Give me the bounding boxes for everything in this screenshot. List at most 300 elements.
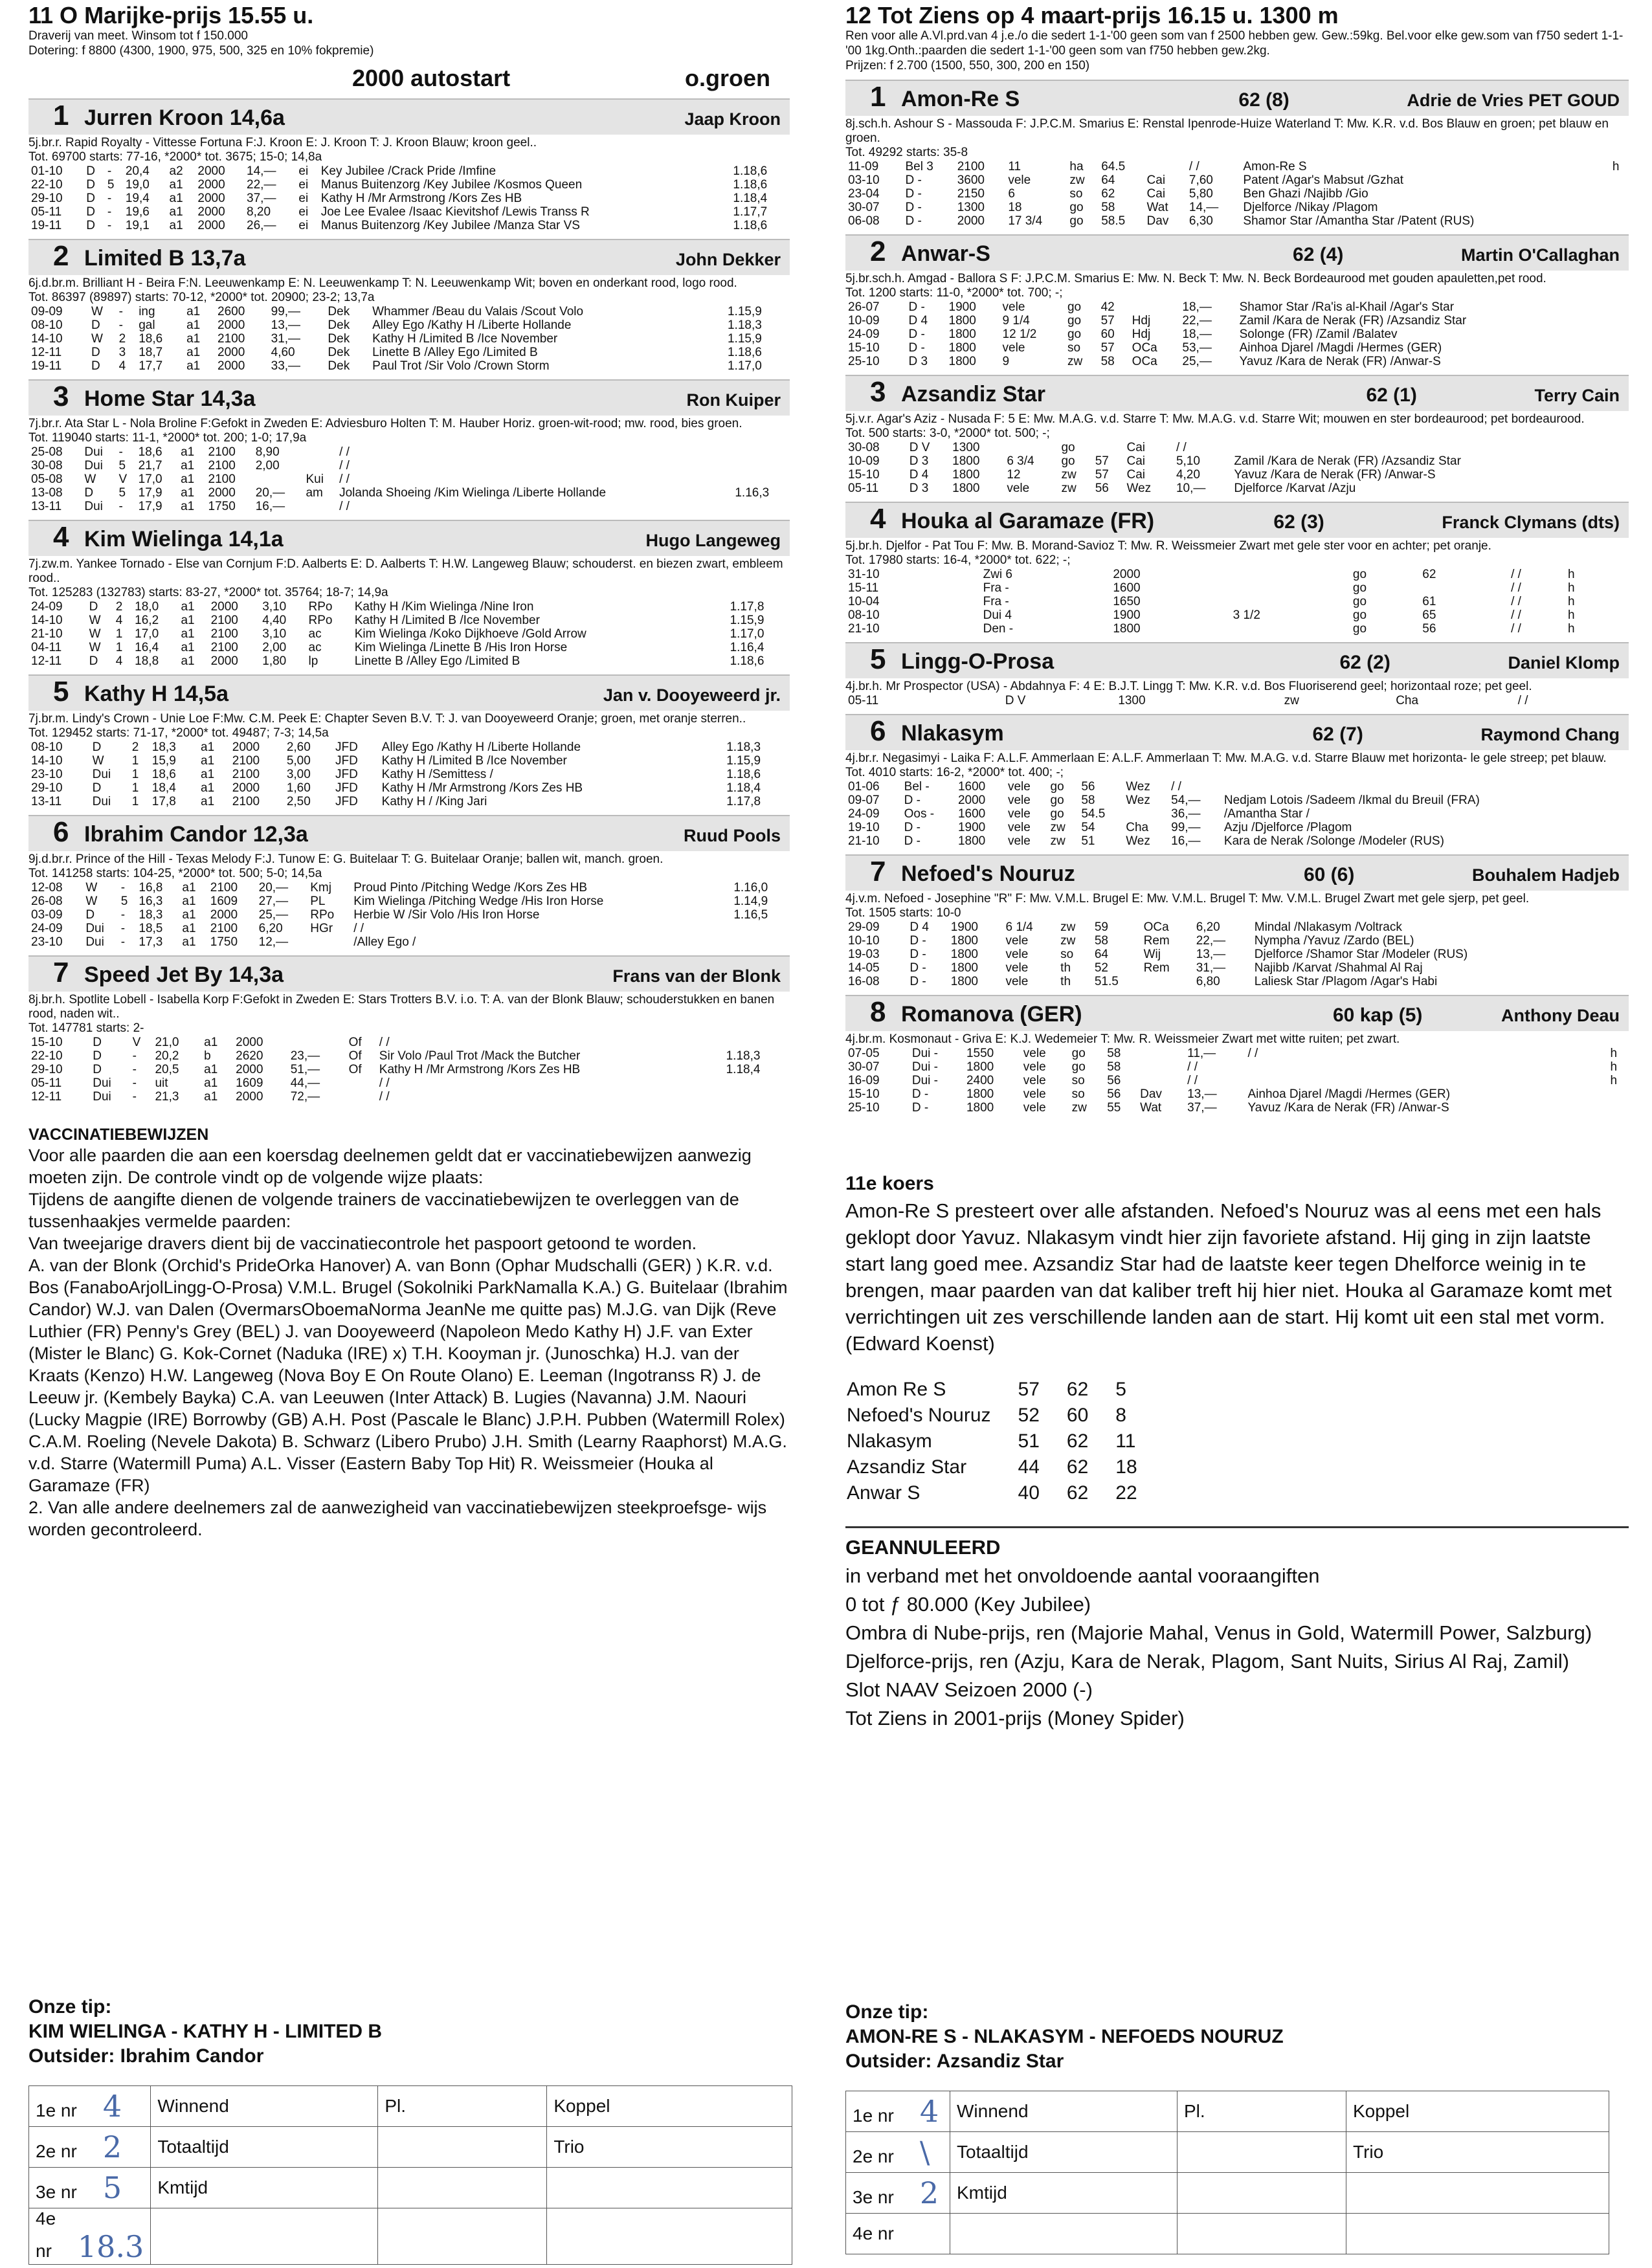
form-cell xyxy=(1609,595,1629,608)
form-cell: W xyxy=(89,627,101,641)
form-cell xyxy=(1620,934,1629,948)
form-cell: 22-10 xyxy=(31,178,63,192)
form-cell: Wat xyxy=(1146,201,1168,214)
form-cell: Yavuz /Kara de Nerak (FR) /Anwar-S xyxy=(1239,355,1441,368)
vaccination-heading: VACCINATIEBEWIJZEN xyxy=(28,1126,209,1144)
form-cell: / / xyxy=(1187,1060,1198,1074)
form-cell xyxy=(253,472,304,486)
form-cell: gal xyxy=(139,318,155,332)
cancelled-heading: GEANNULEERD xyxy=(845,1536,1001,1559)
form-cell xyxy=(732,459,790,472)
form-cell: 56 xyxy=(1081,780,1095,794)
form-cell: / / xyxy=(1187,1074,1198,1087)
form-cell: /Alley Ego / xyxy=(353,935,416,949)
race-11-horse-header xyxy=(28,815,790,851)
form-cell: 03-09 xyxy=(31,908,63,922)
form-cell: D - xyxy=(905,187,922,201)
form-cell: 31,— xyxy=(1196,961,1226,975)
form-cell: 1.16,0 xyxy=(733,881,768,895)
form-cell: D - xyxy=(904,834,921,848)
form-cell xyxy=(1137,1047,1185,1060)
horse-number: 8 xyxy=(870,996,886,1028)
race-12-prizes: Prijzen: f 2.700 (1500, 550, 300, 200 en 150) xyxy=(845,59,1090,72)
horse-form-table xyxy=(28,1036,790,1104)
form-cell: a1 xyxy=(182,935,196,949)
analysis-text: Amon-Re S presteert over alle afstanden. Nefoed's Nouruz was al eens met een hals geklopt door Yavuz. Nlakasym vindt hier zijn favoriete afstand. Hij ging in zijn laatste start lang goed mee. Azsandiz Star had de laatste keer tegen Dhelforce weinig in te brengen, maar paarden van dat kaliber treft hij hier niet. Houka al Garamaze komt met verrichtingen uit zes verschillende landen aan de start. Hij komt uit een stal met vorm. (Edward Koenst) xyxy=(845,1199,1612,1355)
form-cell: 18,0 xyxy=(135,600,159,614)
form-cell xyxy=(1370,694,1393,707)
form-cell: 22-10 xyxy=(31,1049,63,1063)
form-cell: 18,4 xyxy=(151,781,176,795)
form-cell: go xyxy=(1352,568,1367,581)
race-11-horse-entry xyxy=(28,674,790,808)
horse-name: Home Star 14,3a xyxy=(84,386,256,411)
form-cell: go xyxy=(1067,328,1082,341)
horse-number: 3 xyxy=(53,381,69,412)
form-cell: Hdj xyxy=(1132,328,1151,341)
form-cell: 2,00 xyxy=(255,459,280,472)
form-cell: 61 xyxy=(1422,595,1436,608)
form-cell: OCa xyxy=(1132,355,1157,368)
tip-right-block xyxy=(845,2000,1622,2254)
form-cell: 6,80 xyxy=(1196,975,1220,988)
form-cell: 4,60 xyxy=(271,346,295,359)
form-cell: 15-10 xyxy=(31,1036,63,1049)
horse-pedigree: 5j.br.sch.h. Amgad - Ballora S F: J.P.C.M. Smarius E: Mw. N. Beck T: Mw. N. Beck Bordeaurood met gouden apauletten,pet rood. xyxy=(845,272,1546,285)
form-cell xyxy=(1609,568,1629,581)
horse-driver: Daniel Klomp xyxy=(1508,653,1620,673)
form-row xyxy=(845,314,1629,328)
form-cell: 2100 xyxy=(232,768,260,781)
form-cell: 15-10 xyxy=(848,1087,880,1101)
horse-form-table xyxy=(845,441,1629,495)
race-11-horse-entry xyxy=(28,239,790,373)
form-cell: Dek xyxy=(328,332,350,346)
horse-form-table xyxy=(845,300,1629,368)
form-cell: / / xyxy=(1511,581,1521,595)
form-row xyxy=(845,834,1629,848)
form-cell: 9 1/4 xyxy=(1002,314,1030,328)
form-cell: Rem xyxy=(1143,934,1170,948)
right-form-row xyxy=(846,2091,1609,2132)
form-cell: - xyxy=(107,219,112,232)
form-cell: 2100 xyxy=(208,472,236,486)
form-cell: Dui - xyxy=(911,1074,939,1087)
form-cell: 19-11 xyxy=(31,359,62,373)
form-cell: HGr xyxy=(310,922,333,935)
position-label: 4e nr xyxy=(853,2223,894,2243)
form-cell: 17,9 xyxy=(138,486,162,500)
form-cell: 58 xyxy=(1094,934,1108,948)
form-cell: go xyxy=(1061,454,1075,468)
form-cell: 1,80 xyxy=(262,654,287,668)
form-cell: V xyxy=(118,472,128,486)
form-cell: 14,— xyxy=(1189,201,1219,214)
form-cell: Kathy H /Limited B /Ice November xyxy=(381,754,567,768)
form-cell: 2100 xyxy=(208,459,236,472)
race-12-horse-header xyxy=(845,714,1629,750)
form-cell: / / xyxy=(1176,441,1187,454)
form-cell: D - xyxy=(905,201,922,214)
form-cell xyxy=(1620,468,1629,482)
form-cell: D - xyxy=(910,948,926,961)
rating-cell: Azsandiz Star xyxy=(847,1456,967,1478)
form-cell: 12-11 xyxy=(31,346,62,359)
form-cell: Linette B /Alley Ego /Limited B xyxy=(354,654,520,668)
form-cell xyxy=(1245,1074,1607,1087)
handwritten-pick: 4 xyxy=(102,2089,122,2124)
form-cell: Kim Wielinga /Pitching Wedge /His Iron Horse xyxy=(353,895,604,908)
form-cell xyxy=(1231,622,1350,636)
race-11-horse-list xyxy=(28,98,790,1104)
form-cell: 05-11 xyxy=(848,694,879,707)
form-row xyxy=(845,355,1629,368)
form-position-label xyxy=(846,2173,950,2214)
form-position-label xyxy=(29,2127,151,2168)
form-cell: - xyxy=(120,935,126,949)
form-row xyxy=(28,600,790,614)
form-bet-type: Trio xyxy=(547,2127,792,2168)
form-cell: a1 xyxy=(181,600,195,614)
vaccination-trainers-note: Tijdens de aangifte dienen de volgende trainers de vaccinatiebewijzen te overleggen van de tussenhaakjes vermelde paarden: xyxy=(28,1190,739,1231)
form-cell xyxy=(1231,595,1350,608)
cancelled-item: Djelforce-prijs, ren (Azju, Kara de Nerak, Plagom, Sant Nuits, Sirius Al Raj, Zamil) xyxy=(845,1650,1570,1673)
form-cell: vele xyxy=(1007,780,1031,794)
form-row xyxy=(28,459,790,472)
form-cell: 25-08 xyxy=(31,445,63,459)
form-cell: 99,— xyxy=(271,305,301,318)
form-cell xyxy=(1609,622,1629,636)
form-cell: Sir Volo /Paul Trot /Mack the Butcher xyxy=(379,1049,581,1063)
form-cell: 1.15,9 xyxy=(726,754,761,768)
horse-number: 2 xyxy=(53,240,69,272)
form-cell: 1609 xyxy=(210,895,238,908)
form-cell xyxy=(1620,300,1629,314)
position-label: 1e nr xyxy=(36,2100,77,2120)
form-cell: Ainhoa Djarel /Magdi /Hermes (GER) xyxy=(1247,1087,1451,1101)
form-cell: 23-04 xyxy=(848,187,880,201)
form-cell: 21,3 xyxy=(155,1090,179,1104)
form-cell: - xyxy=(132,1076,137,1090)
form-cell: vele xyxy=(1023,1087,1046,1101)
form-bet-type xyxy=(1178,2132,1346,2173)
form-row xyxy=(845,821,1629,834)
form-bet-type xyxy=(1346,2173,1609,2214)
form-cell: 17,9 xyxy=(138,500,162,513)
race-11-horse-entry xyxy=(28,379,790,513)
form-cell: 08-10 xyxy=(31,740,63,754)
form-cell: Dui - xyxy=(911,1047,939,1060)
race-12-horse-entry xyxy=(845,80,1629,228)
form-row xyxy=(28,754,790,768)
form-cell: so xyxy=(1069,187,1083,201)
form-cell: D 3 xyxy=(909,482,929,495)
form-cell: h xyxy=(1610,1074,1618,1087)
form-cell: 1750 xyxy=(210,935,238,949)
form-cell: Paul Trot /Sir Volo /Crown Storm xyxy=(372,359,550,373)
form-cell xyxy=(1137,1074,1185,1087)
form-cell xyxy=(1222,780,1621,794)
horse-weight: 62 (8) xyxy=(1238,89,1289,111)
horse-pedigree: 8j.br.h. Spotlite Lobell - Isabella Korp F:Gefokt in Zweden E: Stars Trotters B.V. i.o. T: A. van der Blonk Blauw; schouderstukken en banen rood, naden wit.. xyxy=(28,993,775,1021)
form-cell: D - xyxy=(905,173,922,187)
form-cell: JFD xyxy=(335,754,358,768)
form-cell: 5,00 xyxy=(286,754,311,768)
form-cell: Alley Ego /Kathy H /Liberte Hollande xyxy=(381,740,581,754)
form-cell: 22,— xyxy=(247,178,276,192)
form-cell: 59 xyxy=(1094,920,1108,934)
form-cell: / / xyxy=(379,1090,390,1104)
rating-row xyxy=(847,1429,1163,1454)
form-cell xyxy=(1490,581,1508,595)
form-cell: go xyxy=(1050,807,1064,821)
form-cell: 14-10 xyxy=(31,614,63,627)
form-cell: 17,7 xyxy=(139,359,163,373)
form-cell: Dek xyxy=(328,305,350,318)
form-cell: JFD xyxy=(335,795,358,808)
form-cell: 01-06 xyxy=(848,780,880,794)
form-cell: zw xyxy=(1060,920,1076,934)
form-cell: D - xyxy=(908,328,925,341)
form-cell: 4,40 xyxy=(262,614,287,627)
form-cell: 1.18,6 xyxy=(733,219,768,232)
form-cell: 6 1/4 xyxy=(1005,920,1033,934)
form-cell: 2,50 xyxy=(286,795,311,808)
form-cell: 08-10 xyxy=(31,318,63,332)
form-cell: 12 xyxy=(1007,468,1021,482)
form-bet-type xyxy=(1178,2214,1346,2254)
form-cell: D xyxy=(91,359,100,373)
form-bet-type: Trio xyxy=(1346,2132,1609,2173)
form-cell: Fra - xyxy=(983,595,1009,608)
form-row xyxy=(28,781,790,795)
race-12-horse-header xyxy=(845,995,1629,1031)
form-cell: D xyxy=(89,600,98,614)
form-cell: 1.17,7 xyxy=(733,205,768,219)
form-cell: 6,20 xyxy=(258,922,283,935)
form-bet-type: Totaaltijd xyxy=(950,2132,1178,2173)
form-cell: D xyxy=(85,908,95,922)
ratings-table xyxy=(845,1376,1165,1507)
form-cell: Wez xyxy=(1126,482,1152,495)
form-cell: Yavuz /Kara de Nerak (FR) /Anwar-S xyxy=(1247,1101,1449,1115)
horse-driver: Ron Kuiper xyxy=(686,390,781,410)
form-cell xyxy=(307,935,351,949)
form-cell: 2000 xyxy=(197,219,225,232)
form-cell xyxy=(1231,441,1620,454)
tip-right-picks: AMON-RE S - NLAKASYM - NEFOEDS NOURUZ xyxy=(845,2026,1284,2047)
form-cell: 5 xyxy=(118,486,126,500)
race-12-horse-entry xyxy=(845,995,1629,1115)
form-cell xyxy=(1621,794,1629,807)
horse-number: 4 xyxy=(53,521,69,553)
form-cell: Ben Ghazi /Najibb /Gio xyxy=(1243,187,1368,201)
form-row xyxy=(845,595,1629,608)
form-cell: D xyxy=(89,654,98,668)
form-cell: 30-07 xyxy=(848,1060,880,1074)
form-cell: / / xyxy=(339,459,350,472)
form-cell: a1 xyxy=(182,922,196,935)
form-cell: a1 xyxy=(186,305,201,318)
form-cell xyxy=(724,1036,790,1049)
form-cell xyxy=(1490,595,1508,608)
form-cell xyxy=(1490,568,1508,581)
horse-pedigree: 9j.d.br.r. Prince of the Hill - Texas Melody F:J. Tunow E: G. Buitelaar T: G. Buitelaar Oranje; ballen wit, manch. groen. xyxy=(28,852,664,866)
form-cell: Herbie W /Sir Volo /His Iron Horse xyxy=(353,908,540,922)
form-cell: 2000 xyxy=(1113,568,1141,581)
form-cell: 2100 xyxy=(210,922,238,935)
form-cell: 1800 xyxy=(950,975,979,988)
horse-driver: Raymond Chang xyxy=(1480,725,1620,744)
form-cell: 58 xyxy=(1107,1060,1121,1074)
form-cell: 30-08 xyxy=(848,441,880,454)
form-cell xyxy=(1621,834,1629,848)
form-cell: 1.18,3 xyxy=(726,740,761,754)
form-cell: 1.16,4 xyxy=(730,641,765,654)
form-cell: a1 xyxy=(181,614,195,627)
form-cell: D xyxy=(86,192,95,205)
horse-name: Limited B 13,7a xyxy=(84,246,246,271)
form-cell: D - xyxy=(911,1087,929,1101)
form-cell: 05-11 xyxy=(31,205,62,219)
form-cell: ha xyxy=(1069,160,1084,173)
horse-form-table xyxy=(28,600,790,668)
horse-number: 3 xyxy=(870,376,886,408)
form-cell: 1600 xyxy=(957,780,986,794)
rating-row xyxy=(847,1377,1163,1402)
form-cell xyxy=(1620,314,1629,328)
form-cell: Proud Pinto /Pitching Wedge /Kors Zes HB xyxy=(353,881,588,895)
form-cell: Den - xyxy=(983,622,1014,636)
form-cell: W xyxy=(85,881,98,895)
form-cell: 23,— xyxy=(290,1049,320,1063)
form-bet-type xyxy=(151,2208,378,2265)
form-cell: 2600 xyxy=(218,305,245,318)
form-cell: Kmj xyxy=(310,881,331,895)
form-position-label xyxy=(846,2132,950,2173)
vaccination-text xyxy=(28,1144,790,1540)
form-cell: vele xyxy=(1007,807,1031,821)
form-cell: Of xyxy=(348,1063,362,1076)
form-cell: 1.17,0 xyxy=(730,627,765,641)
form-cell: zw xyxy=(1061,468,1077,482)
form-row xyxy=(845,694,1629,707)
form-cell xyxy=(732,500,790,513)
form-cell: 19,6 xyxy=(125,205,150,219)
form-cell: 52 xyxy=(1094,961,1108,975)
form-cell: 3 1/2 xyxy=(1233,608,1260,622)
horse-driver: Ruud Pools xyxy=(684,826,781,845)
form-cell: h xyxy=(1567,581,1575,595)
form-cell: Cha xyxy=(1126,821,1149,834)
form-cell: W xyxy=(91,305,103,318)
horse-number: 1 xyxy=(53,100,69,131)
form-cell: D xyxy=(93,1036,102,1049)
form-cell: D xyxy=(86,219,95,232)
horse-form-table xyxy=(845,568,1629,636)
horse-driver: Adrie de Vries PET GOUD xyxy=(1407,91,1620,110)
form-cell: 30-08 xyxy=(31,459,63,472)
form-cell xyxy=(731,922,790,935)
rating-cell: 51 xyxy=(1018,1430,1040,1452)
handwritten-pick: 2 xyxy=(102,2129,122,2164)
form-position-label xyxy=(29,2086,151,2127)
form-cell: 29-10 xyxy=(31,192,63,205)
form-cell: Dek xyxy=(328,318,350,332)
form-cell: 1.15,9 xyxy=(730,614,765,627)
horse-pedigree: 5j.br.r. Rapid Royalty - Vittesse Fortuna F:J. Kroon E: J. Kroon T: J. Kroon Blauw; kroon geel.. xyxy=(28,136,537,150)
form-cell: 1 xyxy=(131,795,139,808)
form-cell: Cai xyxy=(1146,187,1166,201)
form-cell: D xyxy=(92,740,102,754)
horse-number: 7 xyxy=(870,856,886,887)
form-cell: 19,1 xyxy=(125,219,150,232)
form-cell: Zwi 6 xyxy=(983,568,1013,581)
form-cell: 3600 xyxy=(957,173,985,187)
rating-cell: 22 xyxy=(1115,1482,1137,1504)
form-row xyxy=(28,178,790,192)
position-label: 2e nr xyxy=(36,2141,77,2161)
race-12-conditions: Ren voor alle A.Vl.prd.van 4 j.e./o die sedert 1-1-'00 geen som van f 2500 hebben gew. Gew.:59kg. Bel.voor elke gew.som van f750 sedert 1-1-'00 1kg.Onth.:paarden die sedert 1-1-'00 geen som van f750 hebben gew.2kg. xyxy=(845,29,1624,58)
position-label: 3e nr xyxy=(853,2187,894,2207)
form-cell: a1 xyxy=(186,318,201,332)
form-cell: 21-10 xyxy=(848,834,880,848)
form-cell: 2100 xyxy=(218,332,245,346)
form-cell: Of xyxy=(348,1049,362,1063)
tip-left-picks: KIM WIELINGA - KATHY H - LIMITED B xyxy=(28,2021,383,2042)
form-cell: 20,5 xyxy=(155,1063,179,1076)
form-cell: 27,— xyxy=(258,895,289,908)
form-bet-type: Totaaltijd xyxy=(151,2127,378,2168)
horse-number: 6 xyxy=(870,715,886,747)
form-cell: zw xyxy=(1050,821,1066,834)
horse-career-total: Tot. 141258 starts: 104-25, *2000* tot. 500; 5-0; 14,5a xyxy=(28,867,322,880)
form-cell: Wij xyxy=(1143,948,1161,961)
rating-cell: 44 xyxy=(1018,1456,1040,1478)
rating-cell: 62 xyxy=(1066,1456,1089,1478)
vaccination-intro: Voor alle paarden die aan een koersdag deelnemen geldt dat er vaccinatiebewijzen aanwezig moeten zijn. De controle vindt op de volgende wijze plaats: xyxy=(28,1146,752,1187)
horse-pedigree: 7j.br.m. Lindy's Crown - Unie Loe F:Mw. C.M. Peek E: Chapter Seven B.V. T: J. van Dooyeweerd Oranje; groen, met oranje sterren.. xyxy=(28,712,746,726)
form-cell: 05-11 xyxy=(31,1076,62,1090)
form-cell: /Amantha Star / xyxy=(1223,807,1310,821)
form-cell: D - xyxy=(904,821,921,834)
form-cell: Djelforce /Shamor Star /Modeler (RUS) xyxy=(1254,948,1468,961)
tip-right-label: Onze tip: xyxy=(845,2001,929,2023)
form-cell: a1 xyxy=(201,754,215,768)
form-cell: D - xyxy=(908,300,925,314)
horse-number: 7 xyxy=(53,957,69,988)
form-cell: Dui xyxy=(92,768,111,781)
form-cell: 26,— xyxy=(247,219,276,232)
form-cell: 1900 xyxy=(1113,608,1141,622)
form-cell: Yavuz /Kara de Nerak (FR) /Anwar-S xyxy=(1234,468,1436,482)
form-cell: h xyxy=(1610,1047,1618,1060)
form-cell: 44,— xyxy=(290,1076,320,1090)
rating-cell: 62 xyxy=(1066,1379,1089,1400)
race-12-title: 12 Tot Ziens op 4 maart-prijs 16.15 u. 1300 m xyxy=(845,2,1339,28)
rating-row xyxy=(847,1455,1163,1480)
form-cell: lp xyxy=(308,654,318,668)
form-row xyxy=(845,1060,1629,1074)
form-cell: - xyxy=(107,164,112,178)
form-cell: 1800 xyxy=(952,468,980,482)
form-cell xyxy=(1123,807,1168,821)
horse-form-table xyxy=(845,780,1629,848)
form-cell: 36,— xyxy=(1171,807,1201,821)
race-11-horse-entry xyxy=(28,955,790,1104)
form-cell: / / xyxy=(1189,160,1200,173)
cancelled-section xyxy=(845,1526,1629,1733)
